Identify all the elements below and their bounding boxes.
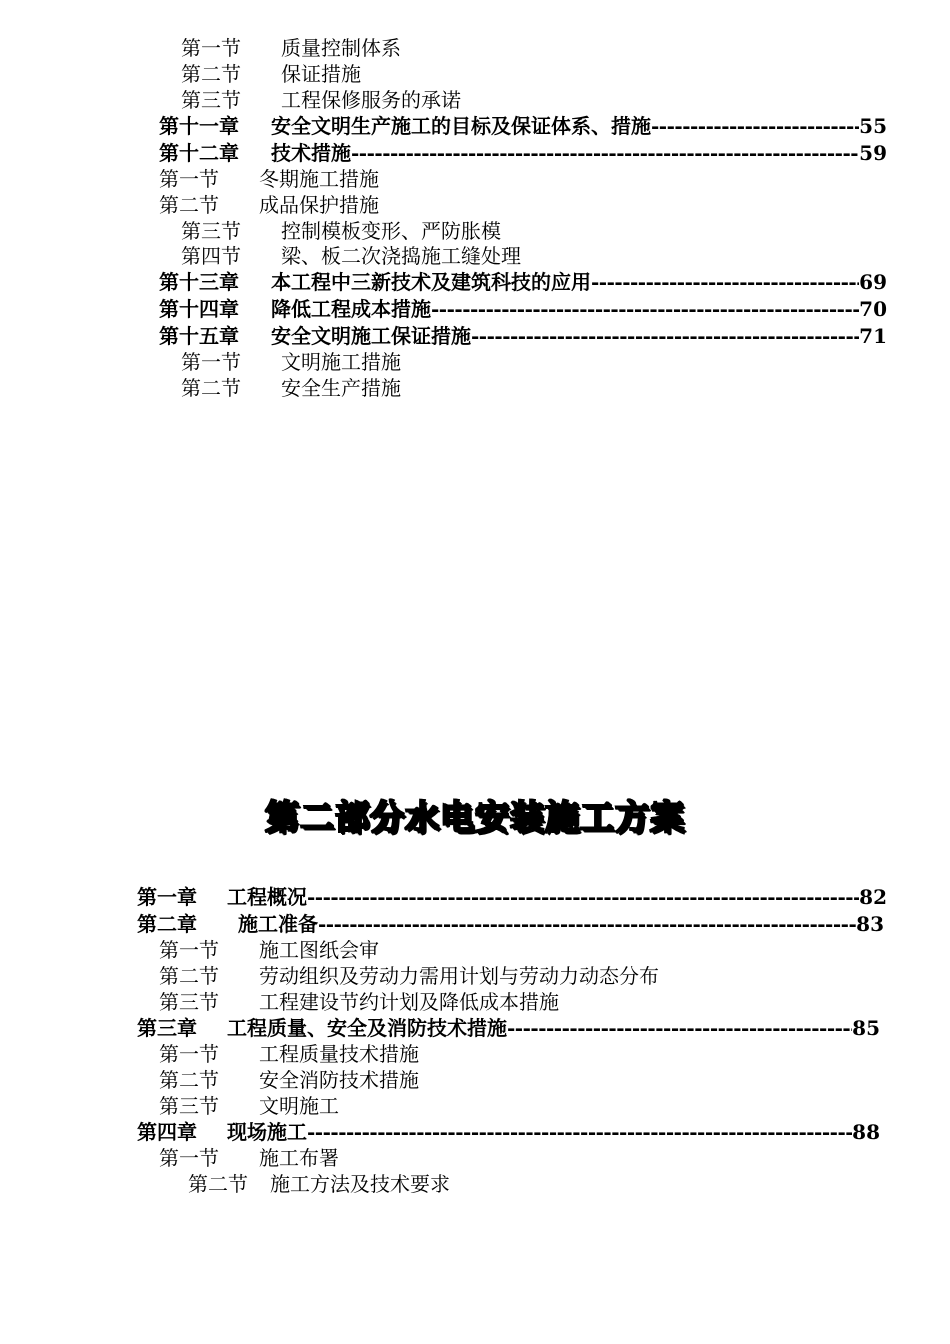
- dot-leader: [431, 296, 859, 322]
- section-title: 保证措施: [281, 62, 361, 86]
- section-title: 施工方法及技术要求: [270, 1172, 450, 1196]
- section-title: 冬期施工措施: [259, 167, 379, 191]
- dot-leader: [591, 269, 859, 295]
- dot-leader: [507, 1015, 852, 1041]
- chapter-number: 第十三章: [159, 270, 239, 294]
- page-number: 55: [859, 114, 887, 138]
- chapter-title: 工程概况: [227, 885, 307, 909]
- section-title: 安全生产措施: [281, 376, 401, 400]
- section-number: 第三节: [181, 88, 241, 112]
- toc-section: [159, 989, 559, 1015]
- toc-section: [181, 218, 501, 244]
- section-number: 第一节: [159, 1042, 219, 1066]
- chapter-number: 第二章: [137, 912, 197, 936]
- dot-leader: [651, 113, 859, 139]
- section-title: 梁、板二次浇捣施工缝处理: [281, 244, 521, 268]
- section-number: 第三节: [159, 990, 219, 1014]
- page-number: 83: [856, 912, 884, 936]
- chapter-title: 工程质量、安全及消防技术措施: [227, 1016, 507, 1040]
- toc-section: [188, 1171, 450, 1197]
- chapter-number: 第一章: [137, 885, 197, 909]
- section-title: 成品保护措施: [259, 193, 379, 217]
- section-title: 安全消防技术措施: [259, 1068, 419, 1092]
- section-number: 第二节: [159, 964, 219, 988]
- toc-section: [159, 1067, 419, 1093]
- section-number: 第三节: [159, 1094, 219, 1118]
- page-number: 71: [859, 324, 887, 348]
- toc-chapter: [159, 140, 887, 166]
- toc-section: [159, 937, 379, 963]
- toc-chapter: [137, 884, 887, 910]
- page-number: 82: [859, 885, 887, 909]
- chapter-number: 第三章: [137, 1016, 197, 1040]
- page-number: 85: [852, 1016, 880, 1040]
- part-heading: 第二部分水电安装施工方案: [265, 798, 685, 838]
- section-number: 第二节: [188, 1172, 248, 1196]
- dot-leader: [307, 1119, 852, 1145]
- chapter-number: 第四章: [137, 1120, 197, 1144]
- toc-section: [181, 35, 401, 61]
- toc-section: [181, 349, 401, 375]
- section-title: 劳动组织及劳动力需用计划与劳动力动态分布: [259, 964, 659, 988]
- section-title: 质量控制体系: [281, 36, 401, 60]
- section-number: 第四节: [181, 244, 241, 268]
- toc-section: [181, 375, 401, 401]
- section-number: 第二节: [159, 1068, 219, 1092]
- toc-section: [159, 1093, 339, 1119]
- toc-section: [159, 963, 659, 989]
- section-number: 第一节: [159, 167, 219, 191]
- toc-chapter: [159, 269, 887, 295]
- chapter-title: 安全文明生产施工的目标及保证体系、措施: [271, 114, 651, 138]
- toc-chapter: [159, 296, 887, 322]
- toc-section: [181, 243, 521, 269]
- section-number: 第一节: [159, 1146, 219, 1170]
- dot-leader: [471, 323, 859, 349]
- dot-leader: [318, 911, 856, 937]
- page-number: 70: [859, 297, 887, 321]
- toc-section: [181, 87, 461, 113]
- chapter-title: 施工准备: [238, 912, 318, 936]
- chapter-number: 第十二章: [159, 141, 239, 165]
- section-number: 第一节: [181, 36, 241, 60]
- chapter-number: 第十一章: [159, 114, 239, 138]
- section-title: 文明施工: [259, 1094, 339, 1118]
- dot-leader: [307, 884, 859, 910]
- page-number: 88: [852, 1120, 880, 1144]
- toc-section: [159, 1145, 339, 1171]
- section-title: 工程建设节约计划及降低成本措施: [259, 990, 559, 1014]
- section-title: 文明施工措施: [281, 350, 401, 374]
- toc-chapter: [137, 1119, 880, 1145]
- toc-chapter: [159, 323, 887, 349]
- toc-section: [181, 61, 361, 87]
- page-number: 59: [859, 141, 887, 165]
- section-number: 第二节: [159, 193, 219, 217]
- section-title: 工程保修服务的承诺: [281, 88, 461, 112]
- section-title: 施工布署: [259, 1146, 339, 1170]
- toc-section: [159, 192, 379, 218]
- chapter-title: 技术措施: [271, 141, 351, 165]
- section-title: 工程质量技术措施: [259, 1042, 419, 1066]
- chapter-number: 第十五章: [159, 324, 239, 348]
- chapter-title: 降低工程成本措施: [271, 297, 431, 321]
- section-number: 第一节: [159, 938, 219, 962]
- toc-chapter: [159, 113, 887, 139]
- section-number: 第二节: [181, 62, 241, 86]
- chapter-title: 现场施工: [227, 1120, 307, 1144]
- page-number: 69: [859, 270, 887, 294]
- section-title: 施工图纸会审: [259, 938, 379, 962]
- chapter-title: 安全文明施工保证措施: [271, 324, 471, 348]
- toc-section: [159, 1041, 419, 1067]
- section-number: 第三节: [181, 219, 241, 243]
- section-number: 第二节: [181, 376, 241, 400]
- section-title: 控制模板变形、严防胀模: [281, 219, 501, 243]
- toc-chapter: [137, 911, 884, 937]
- toc-section: [159, 166, 379, 192]
- section-number: 第一节: [181, 350, 241, 374]
- chapter-number: 第十四章: [159, 297, 239, 321]
- dot-leader: [351, 140, 859, 166]
- chapter-title: 本工程中三新技术及建筑科技的应用: [271, 270, 591, 294]
- toc-chapter: [137, 1015, 880, 1041]
